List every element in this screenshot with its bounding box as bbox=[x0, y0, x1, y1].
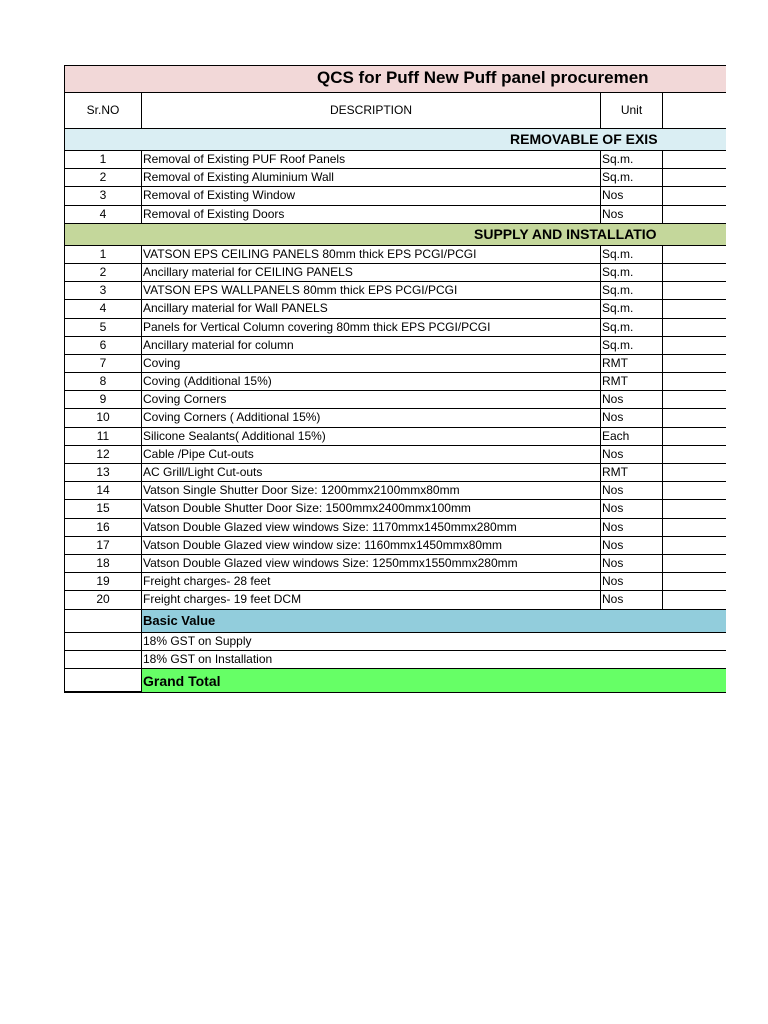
row-number: 4 bbox=[64, 206, 142, 223]
table-row bbox=[64, 482, 726, 500]
row-number: 19 bbox=[64, 573, 142, 590]
row-description: Vatson Single Shutter Door Size: 1200mmx2100mmx80mm bbox=[143, 483, 460, 498]
section-supply-label: SUPPLY AND INSTALLATIO bbox=[474, 225, 657, 242]
table-row bbox=[64, 519, 726, 537]
row-description: Ancillary material for column bbox=[143, 337, 294, 352]
row-unit: Nos bbox=[600, 519, 663, 536]
row-unit: Nos bbox=[600, 555, 663, 572]
table-row bbox=[64, 206, 726, 224]
row-number: 5 bbox=[64, 319, 142, 336]
row-description: Removal of Existing Aluminium Wall bbox=[143, 170, 334, 185]
row-number: 1 bbox=[64, 151, 142, 168]
row-number: 13 bbox=[64, 464, 142, 481]
row-number: 17 bbox=[64, 537, 142, 554]
row-number: 15 bbox=[64, 500, 142, 517]
header-srno: Sr.NO bbox=[64, 93, 142, 128]
row-description: Removal of Existing Window bbox=[143, 188, 296, 203]
row-description: Vatson Double Glazed view windows Size: 1170mmx1450mmx280mm bbox=[143, 519, 517, 534]
row-unit: Nos bbox=[600, 206, 663, 223]
section-removal-rows bbox=[64, 151, 726, 224]
row-unit: Sq.m. bbox=[600, 246, 663, 263]
row-number: 18 bbox=[64, 555, 142, 572]
table-row bbox=[64, 187, 726, 205]
table-row bbox=[64, 169, 726, 187]
row-description: Coving bbox=[143, 355, 181, 370]
row-number: 2 bbox=[64, 169, 142, 186]
grand-total-empty-cell bbox=[64, 669, 142, 692]
gst-supply-label: 18% GST on Supply bbox=[143, 633, 252, 648]
header-unit: Unit bbox=[600, 93, 663, 128]
row-unit: Sq.m. bbox=[600, 319, 663, 336]
gst-supply-row bbox=[64, 633, 726, 651]
gst-installation-label: 18% GST on Installation bbox=[143, 651, 273, 666]
gst-installation-empty-cell bbox=[64, 651, 142, 668]
table-row bbox=[64, 391, 726, 409]
row-unit: Nos bbox=[600, 537, 663, 554]
row-number: 10 bbox=[64, 409, 142, 426]
section-removal-header bbox=[64, 129, 726, 151]
basic-value-row bbox=[64, 610, 726, 633]
row-number: 14 bbox=[64, 482, 142, 499]
table-row bbox=[64, 373, 726, 391]
row-description: Ancillary material for Wall PANELS bbox=[143, 301, 328, 316]
table-row bbox=[64, 500, 726, 518]
table-row bbox=[64, 319, 726, 337]
row-unit: Nos bbox=[600, 409, 663, 426]
basic-value-label: Basic Value bbox=[142, 610, 726, 632]
row-number: 7 bbox=[64, 355, 142, 372]
row-number: 20 bbox=[64, 591, 142, 608]
header-row bbox=[64, 93, 726, 129]
table-row bbox=[64, 300, 726, 318]
table-row bbox=[64, 409, 726, 427]
gst-supply-empty-cell bbox=[64, 633, 142, 650]
row-description: AC Grill/Light Cut-outs bbox=[143, 465, 263, 479]
row-description: Vatson Double Shutter Door Size: 1500mmx2400mmx100mm bbox=[143, 501, 471, 516]
row-description: Coving (Additional 15%) bbox=[143, 374, 272, 389]
row-unit: Sq.m. bbox=[600, 300, 663, 317]
row-description: Panels for Vertical Column covering 80mm thick EPS PCGI/PCGI bbox=[143, 319, 491, 334]
grand-total-label: Grand Total bbox=[142, 669, 726, 692]
table-row bbox=[64, 282, 726, 300]
row-unit: Sq.m. bbox=[600, 337, 663, 354]
row-description: Cable /Pipe Cut-outs bbox=[143, 446, 254, 461]
row-description: Ancillary material for CEILING PANELS bbox=[143, 264, 353, 279]
row-unit: Nos bbox=[600, 500, 663, 517]
row-description: Vatson Double Glazed view windows Size: 1250mmx1550mmx280mm bbox=[143, 555, 518, 570]
table-row bbox=[64, 151, 726, 169]
row-unit: Each bbox=[600, 428, 663, 445]
row-description: Coving Corners ( Additional 15%) bbox=[143, 410, 321, 425]
table-row bbox=[64, 446, 726, 464]
row-unit: Nos bbox=[600, 187, 663, 204]
row-number: 3 bbox=[64, 282, 142, 299]
row-unit: Sq.m. bbox=[600, 264, 663, 281]
row-description: VATSON EPS WALLPANELS 80mm thick EPS PCGI/PCGI bbox=[143, 283, 458, 298]
row-description: Removal of Existing PUF Roof Panels bbox=[143, 152, 346, 166]
row-unit: Nos bbox=[600, 482, 663, 499]
row-number: 9 bbox=[64, 391, 142, 408]
sheet-title: QCS for Puff New Puff panel procuremen bbox=[317, 68, 649, 87]
row-description: Freight charges- 28 feet bbox=[143, 574, 271, 589]
row-unit: RMT bbox=[600, 355, 663, 372]
grand-total-row bbox=[64, 669, 726, 693]
table-row bbox=[64, 337, 726, 355]
row-description: Silicone Sealants( Additional 15%) bbox=[143, 428, 326, 443]
basic-value-empty-cell bbox=[64, 610, 142, 632]
table-row bbox=[64, 264, 726, 282]
row-number: 6 bbox=[64, 337, 142, 354]
table-row bbox=[64, 428, 726, 446]
table-row bbox=[64, 591, 726, 609]
row-description: VATSON EPS CEILING PANELS 80mm thick EPS PCGI/PCGI bbox=[143, 246, 477, 261]
section-supply-rows bbox=[64, 246, 726, 610]
row-number: 16 bbox=[64, 519, 142, 536]
row-description: Coving Corners bbox=[143, 392, 227, 407]
row-unit: Nos bbox=[600, 591, 663, 608]
row-number: 4 bbox=[64, 300, 142, 317]
row-number: 2 bbox=[64, 264, 142, 281]
row-unit: Sq.m. bbox=[600, 169, 663, 186]
row-description: Vatson Double Glazed view window size: 1160mmx1450mmx80mm bbox=[143, 537, 503, 552]
table-row bbox=[64, 555, 726, 573]
section-supply-header bbox=[64, 224, 726, 246]
row-number: 11 bbox=[64, 428, 142, 445]
row-description: Freight charges- 19 feet DCM bbox=[143, 592, 302, 607]
row-number: 1 bbox=[64, 246, 142, 263]
section-removal-label: REMOVABLE OF EXIS bbox=[510, 131, 658, 147]
gst-installation-row bbox=[64, 651, 726, 669]
row-number: 12 bbox=[64, 446, 142, 463]
row-unit: Sq.m. bbox=[600, 282, 663, 299]
row-unit: Sq.m. bbox=[600, 151, 663, 168]
table-row bbox=[64, 537, 726, 555]
table-row bbox=[64, 464, 726, 482]
table-row bbox=[64, 355, 726, 373]
row-description: Removal of Existing Doors bbox=[143, 206, 285, 221]
row-unit: RMT bbox=[600, 373, 663, 390]
row-number: 3 bbox=[64, 187, 142, 204]
header-description: DESCRIPTION bbox=[329, 103, 412, 117]
row-unit: Nos bbox=[600, 573, 663, 590]
quotation-sheet bbox=[64, 65, 726, 693]
table-row bbox=[64, 246, 726, 264]
row-unit: Nos bbox=[600, 446, 663, 463]
table-row bbox=[64, 573, 726, 591]
sheet-title-bar bbox=[64, 65, 726, 93]
row-unit: Nos bbox=[600, 391, 663, 408]
row-number: 8 bbox=[64, 373, 142, 390]
row-unit: RMT bbox=[600, 464, 663, 481]
